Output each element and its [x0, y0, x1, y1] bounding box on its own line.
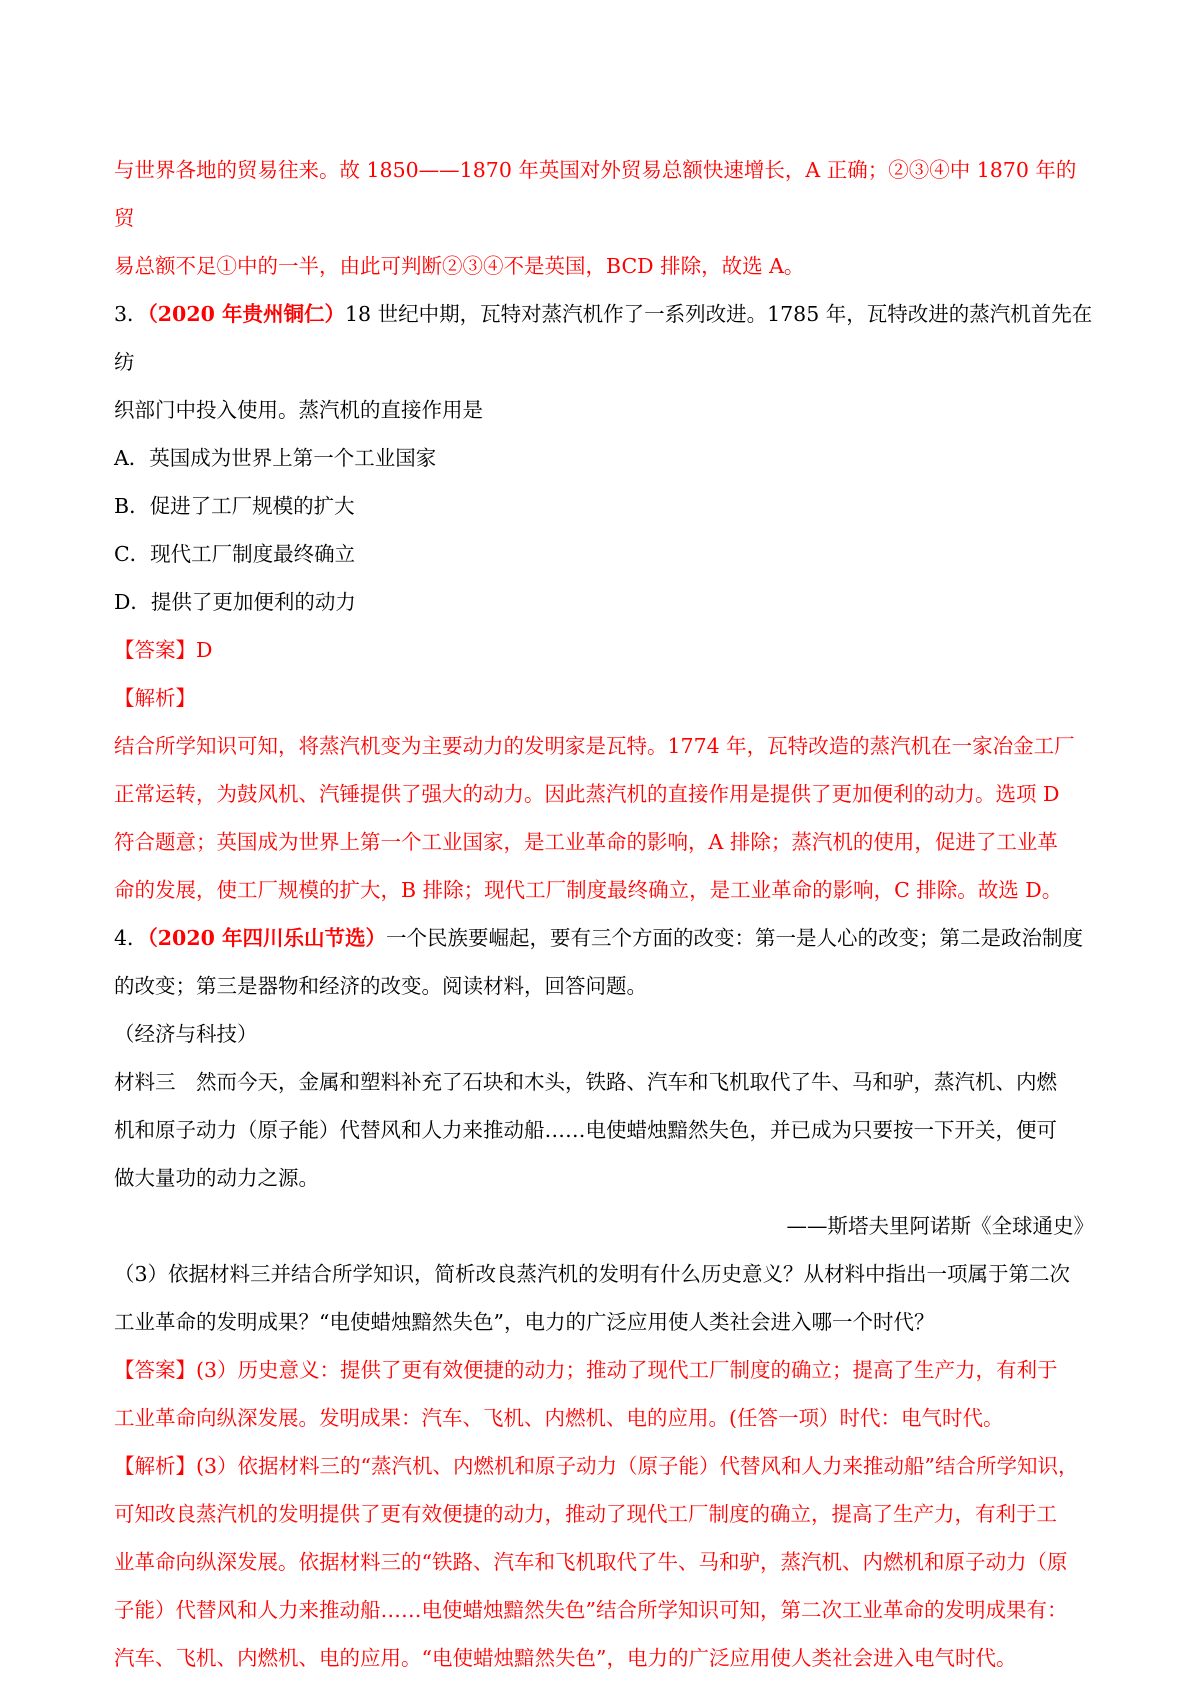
question-4-analysis: [114, 1442, 1094, 1490]
question-4-analysis-line: 业革命向纵深发展。依据材料三的“铁路、汽车和飞机取代了牛、马和驴，蒸汽机、内燃机和原子动力（原: [114, 1550, 1068, 1574]
material-line: 做大量功的动力之源。: [114, 1166, 319, 1190]
question-3-stem-line-1: 18 世纪中期，瓦特对蒸汽机作了一系列改进。1785 年，瓦特改进的蒸汽机首先在纺: [114, 302, 1093, 374]
analysis-label: 【解析】: [114, 1454, 196, 1478]
question-3-source: （2020 年贵州铜仁）: [147, 302, 345, 326]
material-line: 机和原子动力（原子能）代替风和人力来推动船……电使蜡烛黯然失色，并已成为只要按一下开关，便可: [114, 1118, 1057, 1142]
question-4-answer: [114, 1346, 1094, 1394]
material-source: ——斯塔夫里阿诺斯《全球通史》: [786, 1214, 1094, 1238]
question-4-sub-question-line: 工业革命的发明成果？“电使蜡烛黯然失色”，电力的广泛应用使人类社会进入哪一个时代？: [114, 1310, 935, 1334]
question-3-analysis-line: 符合题意；英国成为世界上第一个工业国家，是工业革命的影响，A 排除；蒸汽机的使用，促进了工业革: [114, 830, 1058, 854]
question-4-number: 4．: [114, 926, 148, 950]
question-3-stem: [114, 290, 1094, 386]
option-a: A．英国成为世界上第一个工业国家: [114, 446, 437, 470]
option-d: D．提供了更加便利的动力: [114, 590, 356, 614]
question-4-stem: [114, 914, 1094, 962]
question-3-stem-line-2: 织部门中投入使用。蒸汽机的直接作用是: [114, 398, 483, 422]
question-3-analysis-line: 结合所学知识可知，将蒸汽机变为主要动力的发明家是瓦特。1774 年，瓦特改造的蒸汽机在一家冶金工厂: [114, 734, 1075, 758]
answer-line-1: (3）历史意义：提供了更有效便捷的动力；推动了现代工厂制度的确立；提高了生产力，有利于: [196, 1358, 1058, 1382]
analysis-line-1: (3）依据材料三的“蒸汽机、内燃机和原子动力（原子能）代替风和人力来推动船”结合所学知识，: [196, 1454, 1079, 1478]
question-4-stem-line-2: 的改变；第三是器物和经济的改变。阅读材料，回答问题。: [114, 974, 647, 998]
intro-explanation-line-1: 与世界各地的贸易往来。故 1850——1870 年英国对外贸易总额快速增长，A 正确；②③④中 1870 年的贸: [114, 158, 1077, 230]
document-content: [114, 146, 1094, 1682]
question-3-analysis-line: 命的发展，使工厂规模的扩大，B 排除；现代工厂制度最终确立，是工业革命的影响，C 排除。故选 D。: [114, 878, 1063, 902]
question-4-stem-line-1: 一个民族要崛起，要有三个方面的改变：第一是人心的改变；第二是政治制度: [386, 926, 1083, 950]
question-3-analysis-line: 正常运转，为鼓风机、汽锤提供了强大的动力。因此蒸汽机的直接作用是提供了更加便利的动力。选项 D: [114, 782, 1060, 806]
question-4-analysis-line: 汽车、飞机、内燃机、电的应用。“电使蜡烛黯然失色”，电力的广泛应用使人类社会进入电气时代。: [114, 1646, 1017, 1670]
answer-label: 【答案】: [114, 638, 196, 662]
option-b: B．促进了工厂规模的扩大: [114, 494, 355, 518]
question-4-analysis-line: 子能）代替风和人力来推动船……电使蜡烛黯然失色”结合所学知识可知，第二次工业革命的发明成果有：: [114, 1598, 1068, 1622]
intro-explanation-line-2: 易总额不足①中的一半，由此可判断②③④不是英国，BCD 排除，故选 A。: [114, 254, 805, 278]
question-4-source: （2020 年四川乐山节选）: [147, 926, 386, 950]
question-3-number: 3．: [114, 302, 148, 326]
material-line: 材料三 然而今天，金属和塑料补充了石块和木头，铁路、汽车和飞机取代了牛、马和驴，蒸汽机、内燃: [114, 1070, 1057, 1094]
question-4-sub-question-line: （3）依据材料三并结合所学知识，简析改良蒸汽机的发明有什么历史意义？从材料中指出一项属于第二次: [114, 1262, 1071, 1286]
question-3-answer: [114, 626, 1094, 674]
question-4-answer-line-2: 工业革命向纵深发展。发明成果：汽车、飞机、内燃机、电的应用。(任答一项）时代：电气时代。: [114, 1406, 1004, 1430]
question-3-analysis-label: 【解析】: [114, 686, 196, 710]
answer-value: D: [196, 638, 213, 662]
section-heading: （经济与科技）: [114, 1022, 258, 1046]
question-4-analysis-line: 可知改良蒸汽机的发明提供了更有效便捷的动力，推动了现代工厂制度的确立，提高了生产力，有利于工: [114, 1502, 1057, 1526]
answer-label: 【答案】: [114, 1358, 196, 1382]
option-c: C．现代工厂制度最终确立: [114, 542, 356, 566]
